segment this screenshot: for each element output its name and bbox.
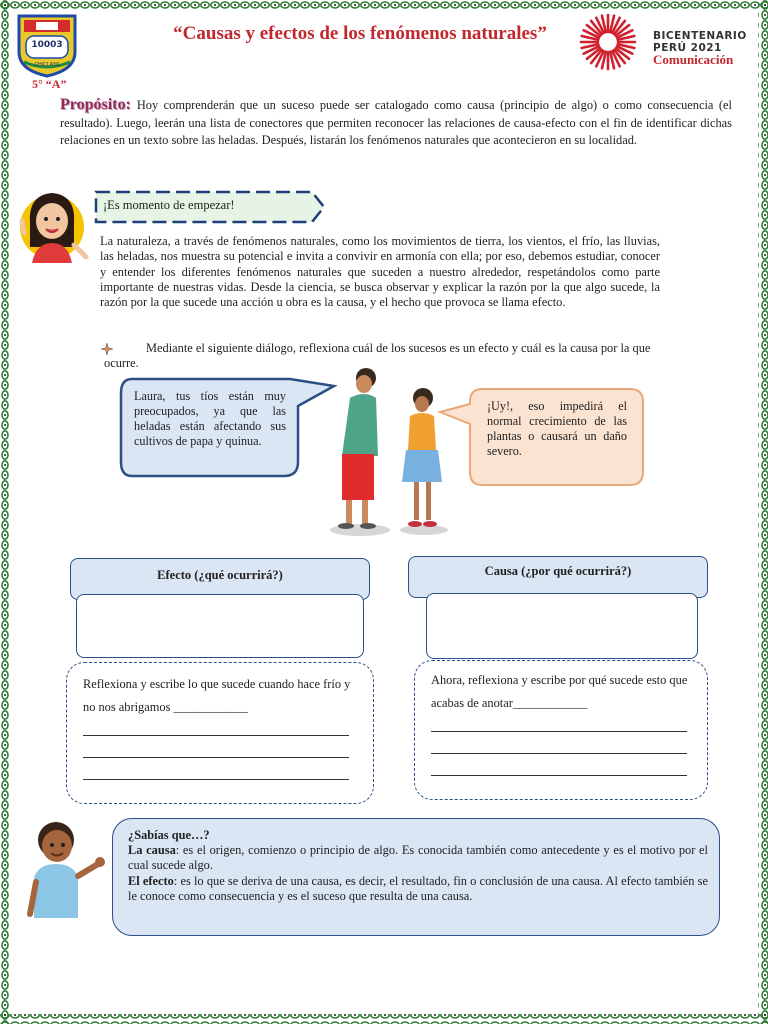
bicentenario-logo xyxy=(572,12,644,72)
speech-bubble-left-text: Laura, tus tíos están muy preocupados, ya que las heladas están afectando sus cultivos de papa y quinua. xyxy=(134,389,286,448)
bicentenario-text xyxy=(653,30,747,66)
causa-reflection-prompt: Ahora, reflexiona y escribe por qué sucede esto que acabas de anotar____________ xyxy=(431,673,688,710)
causa-writing-line[interactable] xyxy=(431,753,687,754)
efecto-reflection-box xyxy=(66,662,374,804)
page-title: “Causas y efectos de los fenómenos naturales” xyxy=(173,23,547,44)
intro-paragraph: La naturaleza, a través de fenómenos naturales, como los movimientos de tierra, los vientos, el frío, las lluvias, las heladas, nos muestra su potencial e invita a convivir en armonía con ella; por eso, debemos estudiar, conocer y entender los diferentes fenómenos naturales que suceden a nuestro alrededor, respetándolos como parte importante de nuestras vidas. Desde la ciencia, se busca observar y explicar la razón por la que algo sucede, la razón por la que sucede una acción u obra es la causa, y el hecho que provoca se llama efecto. xyxy=(100,234,660,310)
causa-writing-line[interactable] xyxy=(431,731,687,732)
dialog-instruction: Mediante el siguiente diálogo, reflexiona cuál de los sucesos es un efecto y cuál es la causa por la que ocurre. xyxy=(104,341,651,371)
efecto-writing-line[interactable] xyxy=(83,735,349,736)
tip-efecto-term: El efecto xyxy=(128,873,174,888)
subject-label: Comunicación xyxy=(653,52,734,67)
efecto-writing-line[interactable] xyxy=(83,779,349,780)
efecto-reflection-prompt: Reflexiona y escribe lo que sucede cuando hace frío y no nos abrigamos ____________ xyxy=(83,677,351,714)
tip-content xyxy=(128,828,708,904)
bicentenario-line-2: PERÚ 2021 xyxy=(653,42,722,54)
tip-causa xyxy=(128,843,708,873)
efecto-answer-box[interactable] xyxy=(76,594,364,658)
start-banner-text: ¡Es momento de empezar! xyxy=(103,198,235,212)
purpose-text: Hoy comprenderán que un suceso puede ser catalogado como causa (principio de algo) o como consecuencia (el resultado). Luego, leerán una lista de conectores que permiten reconocer las relaciones de causa-efecto con el fin de identificar dichas relaciones en un texto sobre las heladas. Después, listarán los fenómenos naturales que acontecieron en su localidad. xyxy=(60,98,732,147)
tip-causa-text: : es el origen, comienzo o principio de algo. Es conocida también como antecedente y es el motivo por el cual sucede algo. xyxy=(128,843,708,873)
tip-efecto xyxy=(128,874,708,904)
purpose-paragraph xyxy=(60,96,732,150)
boy-illustration xyxy=(26,818,110,936)
girl-illustration xyxy=(14,185,90,270)
causa-header-box xyxy=(408,556,708,598)
causa-reflection-box xyxy=(414,660,708,800)
tip-title: ¿Sabías que…? xyxy=(128,828,210,842)
tip-efecto-text: : es lo que se deriva de una causa, es decir, el resultado, fin o conclusión de una causa. Al efecto también se le conoce como consecuencia y es el suceso que resulta de una causa. xyxy=(128,873,708,903)
purpose-label: Propósito: xyxy=(60,96,131,113)
grade-label: 5° “A” xyxy=(32,77,67,91)
school-city: CHICLAYO xyxy=(34,62,60,68)
efecto-writing-line[interactable] xyxy=(83,757,349,758)
causa-answer-box[interactable] xyxy=(426,593,698,659)
efecto-header-label: Efecto (¿qué ocurrirá?) xyxy=(157,568,283,582)
school-number: 10003 xyxy=(31,40,63,50)
causa-writing-line[interactable] xyxy=(431,775,687,776)
causa-header-label: Causa (¿por qué ocurrirá?) xyxy=(484,564,632,578)
bicentenario-line-1: BICENTENARIO xyxy=(653,30,747,42)
speech-bubble-right-text: ¡Uy!, eso impedirá el normal crecimiento de las plantas o causará un daño severo. xyxy=(487,399,627,458)
tip-causa-term: La causa xyxy=(128,843,176,858)
